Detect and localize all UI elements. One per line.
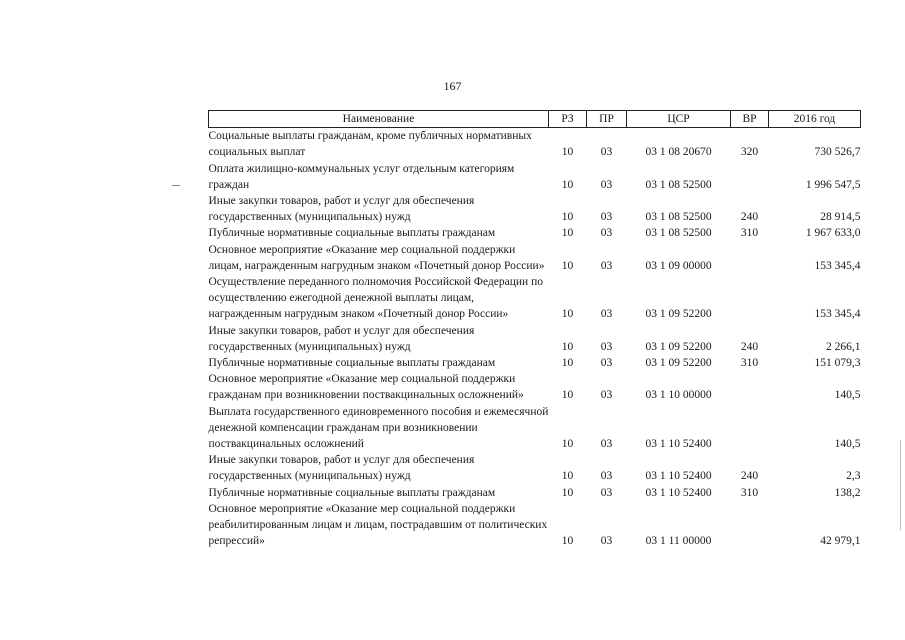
row-amount: 28 914,5 xyxy=(820,211,861,224)
row-name: Иные закупки товаров, работ и услуг для обеспечения государственных (муниципальных) нужд xyxy=(208,454,475,483)
row-csr: 03 1 09 52200 xyxy=(645,357,712,370)
row-name: Основное мероприятие «Оказание мер социальной поддержки лицам, награжденным нагрудным знаком «Почетный донор России» xyxy=(208,243,545,272)
row-vr xyxy=(731,501,769,550)
row-rz: 10 xyxy=(561,259,574,272)
row-rz: 10 xyxy=(561,178,574,191)
row-vr: 310 xyxy=(740,227,759,240)
row-rz: 10 xyxy=(561,389,574,402)
row-amount: 2 266,1 xyxy=(826,340,861,353)
row-pr: 03 xyxy=(600,178,613,191)
row-pr: 03 xyxy=(600,308,613,321)
row-csr: 03 1 11 00000 xyxy=(645,535,712,548)
row-rz: 10 xyxy=(561,211,574,224)
table-row xyxy=(209,323,861,355)
header-year: 2016 год xyxy=(769,111,861,128)
row-csr: 03 1 09 52200 xyxy=(645,340,712,353)
row-amount: 730 526,7 xyxy=(814,146,861,159)
table-row xyxy=(209,161,861,193)
row-csr: 03 1 09 52200 xyxy=(645,308,712,321)
row-name: Публичные нормативные социальные выплаты гражданам xyxy=(208,357,496,370)
row-csr: 03 1 10 52400 xyxy=(645,486,712,499)
table-header-row xyxy=(209,111,861,128)
table-row xyxy=(209,501,861,550)
row-rz: 10 xyxy=(561,438,574,451)
row-vr: 310 xyxy=(740,357,759,370)
row-amount: 2,3 xyxy=(846,470,861,483)
row-csr: 03 1 08 20670 xyxy=(645,146,712,159)
budget-table xyxy=(208,110,861,549)
row-pr: 03 xyxy=(600,340,613,353)
row-pr: 03 xyxy=(600,227,613,240)
row-rz: 10 xyxy=(561,146,574,159)
row-rz: 10 xyxy=(561,227,574,240)
table-row xyxy=(209,242,861,274)
row-vr xyxy=(731,371,769,403)
row-rz: 10 xyxy=(561,357,574,370)
row-rz: 10 xyxy=(561,308,574,321)
row-name: Иные закупки товаров, работ и услуг для обеспечения государственных (муниципальных) нужд xyxy=(208,195,475,224)
row-rz: 10 xyxy=(561,470,574,483)
row-rz: 10 xyxy=(561,535,574,548)
margin-dash xyxy=(172,185,180,186)
row-amount: 153 345,4 xyxy=(814,259,861,272)
row-csr: 03 1 09 00000 xyxy=(645,259,712,272)
row-vr xyxy=(731,404,769,453)
row-name: Публичные нормативные социальные выплаты гражданам xyxy=(208,227,496,240)
row-csr: 03 1 08 52500 xyxy=(645,211,712,224)
row-amount: 151 079,3 xyxy=(814,357,861,370)
row-vr: 240 xyxy=(740,211,759,224)
row-pr: 03 xyxy=(600,438,613,451)
row-vr xyxy=(731,161,769,193)
row-name: Основное мероприятие «Оказание мер социальной поддержки реабилитированным лицам и лицам, пострадавшим от политических репрессий» xyxy=(208,502,548,548)
table-row xyxy=(209,274,861,323)
row-vr xyxy=(731,242,769,274)
row-name: Выплата государственного единовременного пособия и ежемесячной денежной компенсации гражданам при возникновении поствакцинальных осложнений xyxy=(208,405,549,451)
header-name: Наименование xyxy=(209,111,549,128)
row-pr: 03 xyxy=(600,470,613,483)
row-pr: 03 xyxy=(600,146,613,159)
table-row xyxy=(209,452,861,484)
row-pr: 03 xyxy=(600,486,613,499)
row-name: Публичные нормативные социальные выплаты гражданам xyxy=(208,486,496,499)
row-vr: 320 xyxy=(740,146,759,159)
row-name: Социальные выплаты гражданам, кроме публичных нормативных социальных выплат xyxy=(208,130,532,159)
row-csr: 03 1 10 52400 xyxy=(645,470,712,483)
header-rz: РЗ xyxy=(549,111,587,128)
row-vr: 240 xyxy=(740,340,759,353)
header-vr: ВР xyxy=(731,111,769,128)
row-pr: 03 xyxy=(600,535,613,548)
row-amount: 153 345,4 xyxy=(814,308,861,321)
row-rz: 10 xyxy=(561,340,574,353)
table-row xyxy=(209,404,861,453)
row-amount: 1 996 547,5 xyxy=(805,178,861,191)
scan-edge-mark xyxy=(900,440,901,530)
row-pr: 03 xyxy=(600,259,613,272)
row-name: Осуществление переданного полномочия Российской Федерации по осуществлению ежегодной денежной выплаты лицам, награжденным нагрудным знаком «Почетный донор России» xyxy=(208,276,543,321)
table-row xyxy=(209,485,861,501)
row-csr: 03 1 08 52500 xyxy=(645,178,712,191)
row-csr: 03 1 10 52400 xyxy=(645,438,712,451)
row-pr: 03 xyxy=(600,389,613,402)
row-csr: 03 1 10 00000 xyxy=(645,389,712,402)
row-rz: 10 xyxy=(561,486,574,499)
row-name: Основное мероприятие «Оказание мер социальной поддержки гражданам при возникновении поствакцинальных осложнений» xyxy=(208,373,524,402)
row-amount: 138,2 xyxy=(834,486,861,499)
row-amount: 1 967 633,0 xyxy=(805,227,861,240)
table-row xyxy=(209,355,861,371)
row-name: Оплата жилищно-коммунальных услуг отдельным категориям граждан xyxy=(208,162,515,191)
page-number: 167 xyxy=(443,79,462,93)
row-vr xyxy=(731,274,769,323)
table-row xyxy=(209,371,861,403)
table-row xyxy=(209,193,861,225)
row-pr: 03 xyxy=(600,211,613,224)
row-csr: 03 1 08 52500 xyxy=(645,227,712,240)
table-row xyxy=(209,225,861,241)
row-amount: 42 979,1 xyxy=(820,535,861,548)
header-csr: ЦСР xyxy=(627,111,731,128)
row-amount: 140,5 xyxy=(834,438,861,451)
table-row xyxy=(209,128,861,161)
row-pr: 03 xyxy=(600,357,613,370)
row-vr: 240 xyxy=(740,470,759,483)
header-pr: ПР xyxy=(587,111,627,128)
row-amount: 140,5 xyxy=(834,389,861,402)
row-vr: 310 xyxy=(740,486,759,499)
row-name: Иные закупки товаров, работ и услуг для обеспечения государственных (муниципальных) нужд xyxy=(208,324,475,353)
